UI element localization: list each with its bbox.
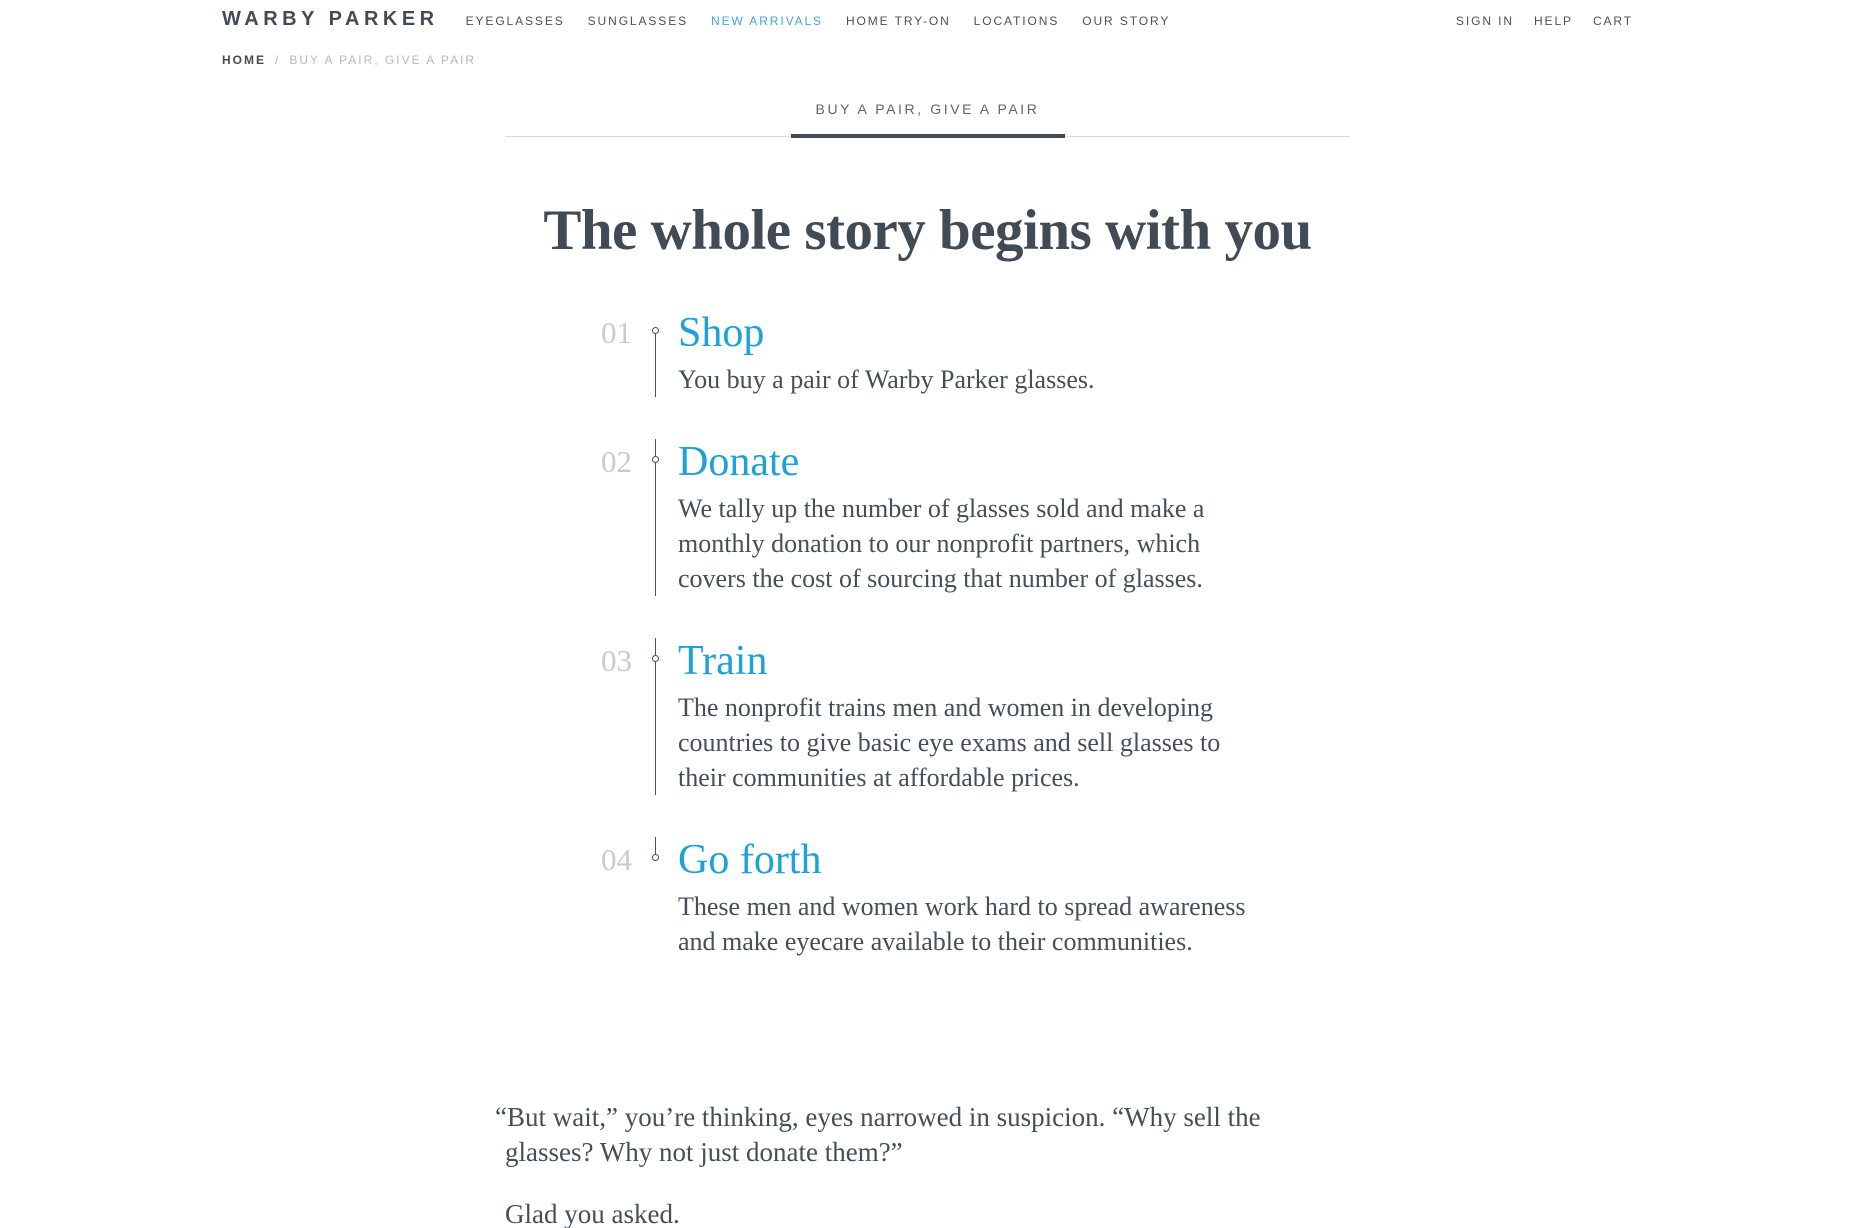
step-content [678, 439, 1256, 596]
timeline-dot-icon [652, 456, 659, 463]
utility-nav [1456, 14, 1633, 28]
step-description: You buy a pair of Warby Parker glasses. [678, 365, 1095, 394]
nav-item-new-arrivals[interactable]: NEW ARRIVALS [711, 14, 823, 28]
breadcrumb-separator: / [275, 53, 281, 67]
tab-label: BUY A PAIR, GIVE A PAIR [815, 101, 1040, 117]
page-title: The whole story begins with you [543, 199, 1312, 262]
outro-quote-paragraph: “But wait,” you’re thinking, eyes narrowed in suspicion. “Why sell the glasses? Why not just donate them?” [495, 1102, 1261, 1167]
nav-item-our-story[interactable]: OUR STORY [1082, 14, 1171, 28]
step-title-donate[interactable]: Donate [678, 439, 800, 485]
breadcrumb-current: BUY A PAIR, GIVE A PAIR [289, 53, 477, 67]
timeline-dot-icon [652, 854, 659, 861]
timeline-step-donate [588, 439, 1256, 638]
step-description: The nonprofit trains men and women in developing countries to give basic eye exams and sell glasses to their communities at affordable prices. [678, 693, 1221, 792]
timeline-dot-icon [652, 655, 659, 662]
timeline-rail [632, 439, 678, 596]
help-link[interactable]: HELP [1533, 14, 1573, 28]
step-description: These men and women work hard to spread awareness and make eyecare available to their communities. [678, 892, 1246, 956]
breadcrumb [222, 53, 476, 67]
step-title-go-forth[interactable]: Go forth [678, 837, 822, 883]
primary-nav [466, 14, 1171, 28]
outro-copy [495, 1100, 1345, 1228]
outro-followup-paragraph: Glad you asked. [505, 1199, 680, 1228]
timeline-dot-icon [652, 327, 659, 334]
timeline-step-go-forth [588, 837, 1256, 959]
tab-buy-a-pair-give-a-pair[interactable] [791, 90, 1065, 136]
warby-parker-logo[interactable]: WARBY PARKER [222, 8, 439, 30]
active-tab-underline [791, 134, 1065, 138]
nav-item-home-try-on[interactable]: HOME TRY-ON [845, 14, 951, 28]
timeline-step-shop [588, 310, 1256, 439]
step-title-shop[interactable]: Shop [678, 310, 765, 356]
timeline-step-train [588, 638, 1256, 837]
section-tabbar [505, 90, 1350, 137]
step-content [678, 638, 1256, 795]
nav-item-locations[interactable]: LOCATIONS [973, 14, 1060, 28]
timeline-rail [632, 310, 678, 397]
timeline-rail [632, 638, 678, 795]
nav-item-eyeglasses[interactable]: EYEGLASSES [465, 14, 565, 28]
step-title-train[interactable]: Train [678, 638, 768, 684]
cart-link[interactable]: CART [1592, 14, 1633, 28]
nav-item-sunglasses[interactable]: SUNGLASSES [587, 14, 689, 28]
site-header [222, 8, 1633, 31]
breadcrumb-home-link[interactable]: HOME [222, 53, 266, 67]
step-number: 01 [601, 315, 632, 350]
step-content [678, 837, 1256, 959]
step-description: We tally up the number of glasses sold and make a monthly donation to our nonprofit partners, which covers the cost of sourcing that number of glasses. [678, 494, 1205, 593]
step-content [678, 310, 1256, 397]
step-number: 02 [601, 444, 632, 479]
step-number: 03 [601, 643, 632, 678]
sign-in-link[interactable]: SIGN IN [1456, 14, 1514, 28]
how-it-works-timeline [588, 310, 1256, 959]
step-number: 04 [601, 842, 632, 877]
timeline-rail [632, 837, 678, 959]
